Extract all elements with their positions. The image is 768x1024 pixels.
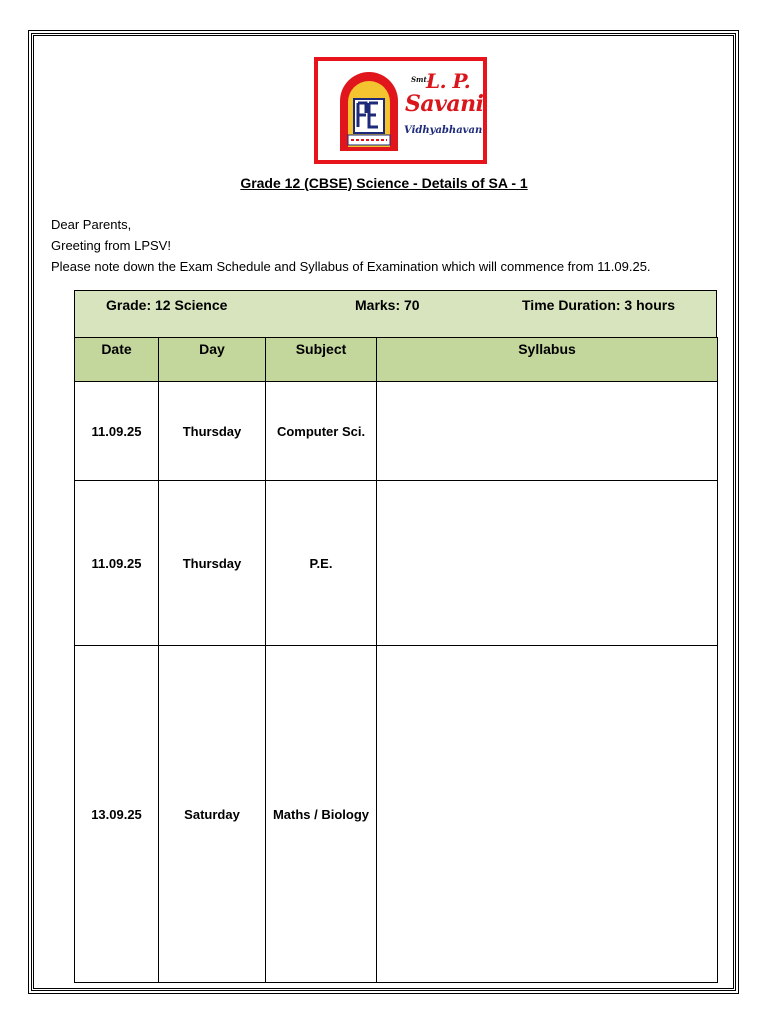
logo-name-initials: L. P.	[426, 69, 471, 93]
letter-body	[51, 214, 651, 277]
duration-label: Time Duration: 3 hours	[522, 297, 675, 313]
table-row	[75, 382, 718, 481]
subject-cell: Computer Sci.	[266, 382, 377, 481]
column-header-date: Date	[75, 338, 159, 382]
exam-info-bar	[74, 290, 717, 338]
date-cell: 11.09.25	[75, 382, 159, 481]
salutation: Dear Parents,	[51, 217, 132, 232]
syllabus-cell	[377, 481, 718, 646]
logo-prefix: Smt.	[411, 75, 430, 84]
table-header-row	[75, 338, 718, 382]
exam-schedule-table	[74, 337, 718, 983]
date-cell: 11.09.25	[75, 481, 159, 646]
day-cell: Thursday	[159, 481, 266, 646]
notice-text: Please note down the Exam Schedule and Syllabus of Examination which will commence from 11.09.25.	[51, 259, 651, 274]
greeting: Greeting from LPSV!	[51, 238, 171, 253]
subject-cell: P.E.	[266, 481, 377, 646]
table-row	[75, 646, 718, 983]
school-emblem-icon	[336, 69, 402, 153]
day-cell: Saturday	[159, 646, 266, 983]
date-cell: 13.09.25	[75, 646, 159, 983]
logo-name-savani: Savani	[405, 91, 484, 117]
marks-label: Marks: 70	[355, 297, 420, 313]
column-header-subject: Subject	[266, 338, 377, 382]
table-row	[75, 481, 718, 646]
logo-name-vidhyabhavan: Vidhyabhavan	[404, 125, 483, 136]
grade-label: Grade: 12 Science	[106, 297, 228, 313]
column-header-syllabus: Syllabus	[377, 338, 718, 382]
syllabus-cell	[377, 382, 718, 481]
day-cell: Thursday	[159, 382, 266, 481]
subject-cell: Maths / Biology	[266, 646, 377, 983]
syllabus-cell	[377, 646, 718, 983]
document-title: Grade 12 (CBSE) Science - Details of SA - 1	[240, 175, 528, 191]
school-logo	[314, 57, 487, 164]
column-header-day: Day	[159, 338, 266, 382]
